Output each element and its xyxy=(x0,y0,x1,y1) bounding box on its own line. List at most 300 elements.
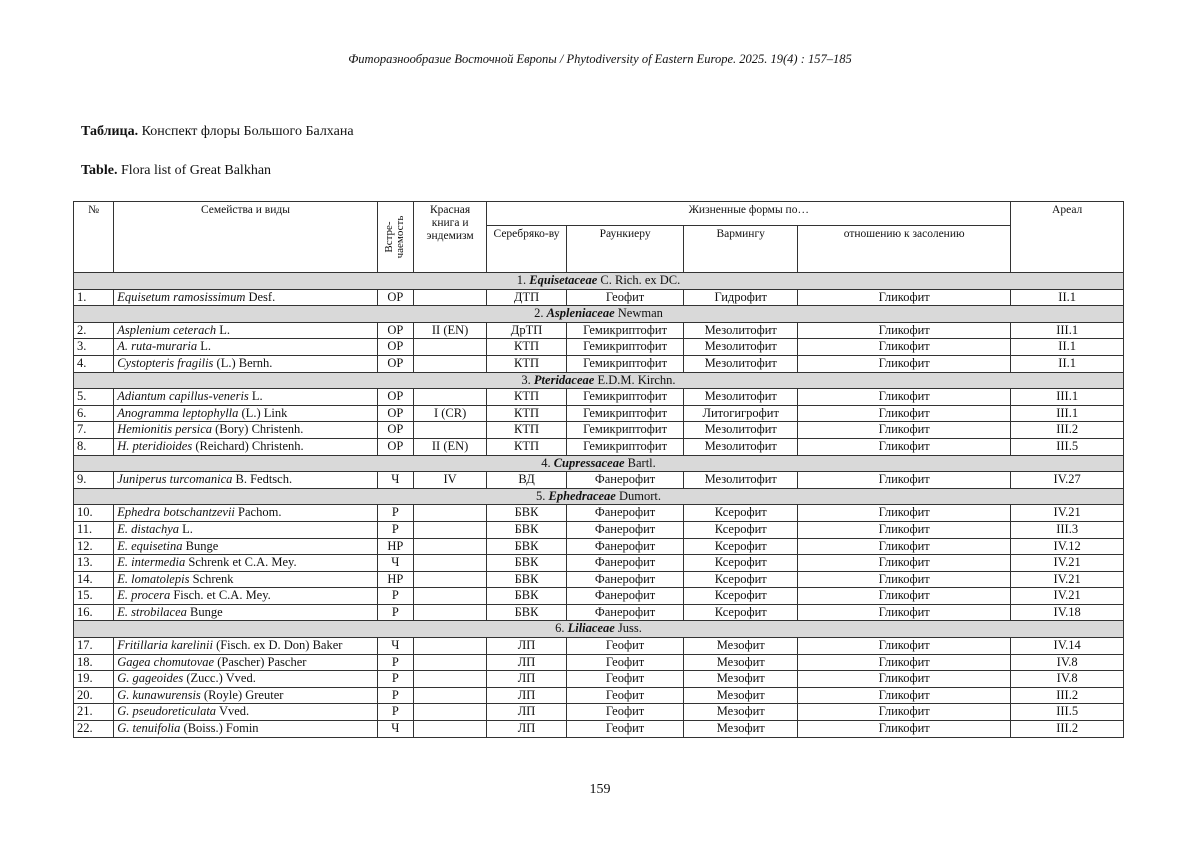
occurrence-cell: Ч xyxy=(377,472,413,489)
warming-cell: Мезолитофит xyxy=(684,438,798,455)
species-row xyxy=(74,604,1124,621)
raunkiaer-cell: Геофит xyxy=(566,704,684,721)
raunkiaer-cell: Гемикриптофит xyxy=(566,339,684,356)
header-row-1 xyxy=(74,202,1124,226)
salinity-cell: Гликофит xyxy=(798,405,1011,422)
species-num: 9. xyxy=(74,472,114,489)
family-num: 4. xyxy=(541,456,550,470)
family-row xyxy=(74,455,1124,472)
serebryakov-cell: ВД xyxy=(487,472,566,489)
family-name-text: Pteridaceae xyxy=(534,373,594,387)
species-author: Vved. xyxy=(216,704,249,718)
salinity-cell: Гликофит xyxy=(798,389,1011,406)
salinity-cell: Гликофит xyxy=(798,339,1011,356)
species-row xyxy=(74,438,1124,455)
species-name-cell xyxy=(114,538,377,555)
family-num: 3. xyxy=(521,373,530,387)
areal-cell: IV.21 xyxy=(1011,555,1124,572)
areal-cell: III.1 xyxy=(1011,389,1124,406)
species-name-cell xyxy=(114,389,377,406)
raunkiaer-cell: Гемикриптофит xyxy=(566,405,684,422)
warming-cell: Ксерофит xyxy=(684,521,798,538)
serebryakov-cell: ЛП xyxy=(487,671,566,688)
caption-ru-text: Конспект флоры Большого Балхана xyxy=(138,124,353,139)
family-author: Dumort. xyxy=(616,489,661,503)
family-name-text: Aspleniaceae xyxy=(547,306,615,320)
family-name xyxy=(568,621,615,635)
redbook-cell: II (EN) xyxy=(413,438,486,455)
species-num: 15. xyxy=(74,588,114,605)
family-name xyxy=(549,489,616,503)
running-head: Фиторазнообразие Восточной Европы / Phytodiversity of Eastern Europe. 2025. 19(4) : 157–185 xyxy=(0,52,1200,67)
occurrence-cell: P xyxy=(377,687,413,704)
family-name xyxy=(554,456,625,470)
species-name: G. pseudoreticulata xyxy=(117,704,216,718)
serebryakov-cell: ЛП xyxy=(487,721,566,738)
raunkiaer-cell: Фанерофит xyxy=(566,588,684,605)
warming-cell: Мезофит xyxy=(684,704,798,721)
occurrence-cell: P xyxy=(377,671,413,688)
raunkiaer-cell: Фанерофит xyxy=(566,472,684,489)
family-row xyxy=(74,372,1124,389)
species-num: 12. xyxy=(74,538,114,555)
species-author: (Boiss.) Fomin xyxy=(180,721,258,735)
redbook-cell xyxy=(413,505,486,522)
family-name-text: Equisetaceae xyxy=(529,273,597,287)
serebryakov-cell: КТП xyxy=(487,389,566,406)
serebryakov-cell: КТП xyxy=(487,405,566,422)
warming-cell: Мезофит xyxy=(684,687,798,704)
warming-cell: Мезолитофит xyxy=(684,322,798,339)
species-name: E. equisetina xyxy=(117,539,182,553)
species-num: 3. xyxy=(74,339,114,356)
species-num: 19. xyxy=(74,671,114,688)
family-num: 6. xyxy=(555,621,564,635)
areal-cell: III.1 xyxy=(1011,405,1124,422)
species-num: 22. xyxy=(74,721,114,738)
occurrence-cell: OP xyxy=(377,355,413,372)
header-warming: Вармингу xyxy=(684,226,798,273)
family-author: C. Rich. ex DC. xyxy=(597,273,680,287)
species-name: E. lomatolepis xyxy=(117,572,189,586)
family-author: Newman xyxy=(615,306,663,320)
areal-cell: IV.21 xyxy=(1011,571,1124,588)
species-row xyxy=(74,472,1124,489)
table-caption-ru xyxy=(81,124,354,140)
redbook-cell xyxy=(413,588,486,605)
species-row xyxy=(74,389,1124,406)
salinity-cell: Гликофит xyxy=(798,322,1011,339)
occurrence-cell: OP xyxy=(377,405,413,422)
species-name: Cystopteris fragilis xyxy=(117,356,213,370)
header-areal: Ареал xyxy=(1011,202,1124,273)
species-name-cell xyxy=(114,472,377,489)
areal-cell: III.1 xyxy=(1011,322,1124,339)
raunkiaer-cell: Геофит xyxy=(566,654,684,671)
species-num: 7. xyxy=(74,422,114,439)
family-name xyxy=(534,373,594,387)
family-row xyxy=(74,306,1124,323)
species-author: Desf. xyxy=(245,290,275,304)
species-name-cell xyxy=(114,671,377,688)
species-name: Adiantum capillus-veneris xyxy=(117,389,249,403)
species-row xyxy=(74,687,1124,704)
serebryakov-cell: КТП xyxy=(487,438,566,455)
species-name-cell xyxy=(114,638,377,655)
serebryakov-cell: КТП xyxy=(487,355,566,372)
species-name-cell xyxy=(114,355,377,372)
areal-cell: IV.18 xyxy=(1011,604,1124,621)
species-row xyxy=(74,339,1124,356)
occurrence-cell: P xyxy=(377,654,413,671)
species-row xyxy=(74,571,1124,588)
salinity-cell: Гликофит xyxy=(798,687,1011,704)
salinity-cell: Гликофит xyxy=(798,638,1011,655)
species-row xyxy=(74,521,1124,538)
family-num: 5. xyxy=(536,489,545,503)
raunkiaer-cell: Геофит xyxy=(566,687,684,704)
species-author: (Fisch. ex D. Don) Baker xyxy=(213,638,343,652)
family-cell xyxy=(74,306,1124,323)
salinity-cell: Гликофит xyxy=(798,289,1011,306)
species-author: (L.) Bernh. xyxy=(213,356,272,370)
warming-cell: Ксерофит xyxy=(684,555,798,572)
species-name: E. intermedia xyxy=(117,555,185,569)
occurrence-cell: P xyxy=(377,604,413,621)
redbook-cell xyxy=(413,555,486,572)
redbook-cell xyxy=(413,422,486,439)
areal-cell: II.1 xyxy=(1011,355,1124,372)
family-row xyxy=(74,621,1124,638)
redbook-cell xyxy=(413,521,486,538)
family-name-text: Cupressaceae xyxy=(554,456,625,470)
species-row xyxy=(74,555,1124,572)
species-author: (Reichard) Christenh. xyxy=(192,439,303,453)
species-name: E. strobilacea xyxy=(117,605,187,619)
salinity-cell: Гликофит xyxy=(798,721,1011,738)
species-name: G. tenuifolia xyxy=(117,721,180,735)
species-author: L. xyxy=(197,339,211,353)
raunkiaer-cell: Геофит xyxy=(566,671,684,688)
areal-cell: II.1 xyxy=(1011,289,1124,306)
salinity-cell: Гликофит xyxy=(798,521,1011,538)
species-row xyxy=(74,422,1124,439)
species-name: Asplenium ceterach xyxy=(117,323,216,337)
header-species: Семейства и виды xyxy=(114,202,377,273)
species-name-cell xyxy=(114,555,377,572)
occurrence-cell: P xyxy=(377,704,413,721)
redbook-cell: I (CR) xyxy=(413,405,486,422)
warming-cell: Мезолитофит xyxy=(684,472,798,489)
family-author: E.D.M. Kirchn. xyxy=(594,373,675,387)
species-author: L. xyxy=(216,323,230,337)
raunkiaer-cell: Гемикриптофит xyxy=(566,322,684,339)
species-name: Anogramma leptophylla xyxy=(117,406,238,420)
flora-table-body xyxy=(74,273,1124,738)
redbook-cell: II (EN) xyxy=(413,322,486,339)
species-name-cell xyxy=(114,405,377,422)
serebryakov-cell: ЛП xyxy=(487,704,566,721)
areal-cell: II.1 xyxy=(1011,339,1124,356)
raunkiaer-cell: Фанерофит xyxy=(566,505,684,522)
salinity-cell: Гликофит xyxy=(798,555,1011,572)
serebryakov-cell: БВК xyxy=(487,521,566,538)
species-name: Fritillaria karelinii xyxy=(117,638,213,652)
species-name-cell xyxy=(114,588,377,605)
species-num: 4. xyxy=(74,355,114,372)
family-cell xyxy=(74,372,1124,389)
species-author: Schrenk et C.A. Mey. xyxy=(185,555,296,569)
redbook-cell xyxy=(413,638,486,655)
redbook-cell xyxy=(413,654,486,671)
species-name: G. gageoides xyxy=(117,671,183,685)
species-author: L. xyxy=(179,522,193,536)
raunkiaer-cell: Гемикриптофит xyxy=(566,389,684,406)
salinity-cell: Гликофит xyxy=(798,654,1011,671)
salinity-cell: Гликофит xyxy=(798,604,1011,621)
areal-cell: III.2 xyxy=(1011,422,1124,439)
family-num: 2. xyxy=(534,306,543,320)
species-name-cell xyxy=(114,422,377,439)
salinity-cell: Гликофит xyxy=(798,671,1011,688)
areal-cell: III.2 xyxy=(1011,721,1124,738)
raunkiaer-cell: Геофит xyxy=(566,638,684,655)
redbook-cell xyxy=(413,289,486,306)
occurrence-cell: OP xyxy=(377,289,413,306)
header-redbook: Красная книга и эндемизм xyxy=(413,202,486,273)
warming-cell: Ксерофит xyxy=(684,588,798,605)
salinity-cell: Гликофит xyxy=(798,472,1011,489)
occurrence-cell: OP xyxy=(377,389,413,406)
areal-cell: IV.14 xyxy=(1011,638,1124,655)
header-occurrence-text: Встре- чаемость xyxy=(384,216,406,259)
family-row xyxy=(74,273,1124,290)
warming-cell: Мезолитофит xyxy=(684,355,798,372)
warming-cell: Мезофит xyxy=(684,654,798,671)
serebryakov-cell: БВК xyxy=(487,505,566,522)
header-raunkiaer: Раункиеру xyxy=(566,226,684,273)
redbook-cell: IV xyxy=(413,472,486,489)
header-num: № xyxy=(74,202,114,273)
occurrence-cell: Ч xyxy=(377,721,413,738)
occurrence-cell: OP xyxy=(377,339,413,356)
occurrence-cell: Ч xyxy=(377,555,413,572)
species-name-cell xyxy=(114,289,377,306)
raunkiaer-cell: Гемикриптофит xyxy=(566,438,684,455)
species-author: B. Fedtsch. xyxy=(232,472,292,486)
species-name: E. distachya xyxy=(117,522,179,536)
species-name-cell xyxy=(114,721,377,738)
species-num: 18. xyxy=(74,654,114,671)
species-name: Equisetum ramosissimum xyxy=(117,290,245,304)
species-row xyxy=(74,289,1124,306)
salinity-cell: Гликофит xyxy=(798,355,1011,372)
species-author: (Bory) Christenh. xyxy=(212,422,303,436)
caption-ru-label: Таблица. xyxy=(81,124,138,139)
species-name-cell xyxy=(114,339,377,356)
table-caption-en xyxy=(81,163,271,179)
caption-en-label: Table. xyxy=(81,163,117,178)
redbook-cell xyxy=(413,339,486,356)
serebryakov-cell: БВК xyxy=(487,588,566,605)
species-author: Pachom. xyxy=(235,505,282,519)
salinity-cell: Гликофит xyxy=(798,588,1011,605)
species-row xyxy=(74,654,1124,671)
warming-cell: Мезолитофит xyxy=(684,339,798,356)
flora-table xyxy=(73,201,1124,738)
species-row xyxy=(74,322,1124,339)
redbook-cell xyxy=(413,704,486,721)
species-num: 20. xyxy=(74,687,114,704)
warming-cell: Ксерофит xyxy=(684,505,798,522)
species-num: 2. xyxy=(74,322,114,339)
species-author: (Pascher) Pascher xyxy=(214,655,306,669)
species-row xyxy=(74,588,1124,605)
species-row xyxy=(74,638,1124,655)
header-salinity: отношению к засолению xyxy=(798,226,1011,273)
occurrence-cell: OP xyxy=(377,422,413,439)
family-row xyxy=(74,488,1124,505)
occurrence-cell: OP xyxy=(377,322,413,339)
serebryakov-cell: ДрТП xyxy=(487,322,566,339)
species-author: L. xyxy=(249,389,263,403)
occurrence-cell: P xyxy=(377,505,413,522)
warming-cell: Ксерофит xyxy=(684,538,798,555)
serebryakov-cell: БВК xyxy=(487,555,566,572)
family-name-text: Liliaceae xyxy=(568,621,615,635)
species-row xyxy=(74,505,1124,522)
salinity-cell: Гликофит xyxy=(798,538,1011,555)
serebryakov-cell: БВК xyxy=(487,604,566,621)
occurrence-cell: Ч xyxy=(377,638,413,655)
species-author: Fisch. et C.A. Mey. xyxy=(170,588,271,602)
redbook-cell xyxy=(413,571,486,588)
serebryakov-cell: БВК xyxy=(487,538,566,555)
redbook-cell xyxy=(413,389,486,406)
species-num: 13. xyxy=(74,555,114,572)
page-number: 159 xyxy=(0,782,1200,798)
warming-cell: Ксерофит xyxy=(684,604,798,621)
species-num: 11. xyxy=(74,521,114,538)
salinity-cell: Гликофит xyxy=(798,571,1011,588)
species-row xyxy=(74,704,1124,721)
family-cell xyxy=(74,488,1124,505)
species-name: G. kunawurensis xyxy=(117,688,201,702)
species-num: 21. xyxy=(74,704,114,721)
areal-cell: IV.12 xyxy=(1011,538,1124,555)
salinity-cell: Гликофит xyxy=(798,422,1011,439)
warming-cell: Литогигрофит xyxy=(684,405,798,422)
species-row xyxy=(74,721,1124,738)
areal-cell: III.3 xyxy=(1011,521,1124,538)
family-cell xyxy=(74,273,1124,290)
species-name: A. ruta-muraria xyxy=(117,339,197,353)
species-name-cell xyxy=(114,322,377,339)
salinity-cell: Гликофит xyxy=(798,505,1011,522)
occurrence-cell: P xyxy=(377,521,413,538)
redbook-cell xyxy=(413,687,486,704)
salinity-cell: Гликофит xyxy=(798,438,1011,455)
species-num: 8. xyxy=(74,438,114,455)
species-num: 14. xyxy=(74,571,114,588)
species-num: 16. xyxy=(74,604,114,621)
serebryakov-cell: БВК xyxy=(487,571,566,588)
warming-cell: Мезолитофит xyxy=(684,422,798,439)
family-author: Bartl. xyxy=(625,456,656,470)
warming-cell: Мезолитофит xyxy=(684,389,798,406)
species-name-cell xyxy=(114,571,377,588)
redbook-cell xyxy=(413,355,486,372)
family-name xyxy=(547,306,615,320)
raunkiaer-cell: Фанерофит xyxy=(566,555,684,572)
species-num: 1. xyxy=(74,289,114,306)
species-name: Hemionitis persica xyxy=(117,422,212,436)
areal-cell: III.5 xyxy=(1011,438,1124,455)
header-life-forms: Жизненные формы по… xyxy=(487,202,1011,226)
warming-cell: Мезофит xyxy=(684,638,798,655)
species-name-cell xyxy=(114,687,377,704)
redbook-cell xyxy=(413,604,486,621)
raunkiaer-cell: Геофит xyxy=(566,289,684,306)
areal-cell: IV.8 xyxy=(1011,654,1124,671)
family-cell xyxy=(74,455,1124,472)
occurrence-cell: HP xyxy=(377,538,413,555)
species-name-cell xyxy=(114,521,377,538)
family-name-text: Ephedraceae xyxy=(549,489,616,503)
serebryakov-cell: ЛП xyxy=(487,638,566,655)
redbook-cell xyxy=(413,721,486,738)
redbook-cell xyxy=(413,538,486,555)
species-author: (Zucc.) Vved. xyxy=(183,671,256,685)
species-name: Juniperus turcomanica xyxy=(117,472,232,486)
serebryakov-cell: ЛП xyxy=(487,654,566,671)
areal-cell: III.5 xyxy=(1011,704,1124,721)
areal-cell: III.2 xyxy=(1011,687,1124,704)
raunkiaer-cell: Фанерофит xyxy=(566,521,684,538)
areal-cell: IV.27 xyxy=(1011,472,1124,489)
species-author: (L.) Link xyxy=(238,406,287,420)
serebryakov-cell: КТП xyxy=(487,339,566,356)
species-name: E. procera xyxy=(117,588,170,602)
family-author: Juss. xyxy=(615,621,642,635)
family-num: 1. xyxy=(517,273,526,287)
family-name xyxy=(529,273,597,287)
caption-en-text: Flora list of Great Balkhan xyxy=(117,163,271,178)
species-num: 6. xyxy=(74,405,114,422)
header-occurrence xyxy=(377,202,413,273)
species-name-cell xyxy=(114,604,377,621)
warming-cell: Мезофит xyxy=(684,721,798,738)
header-serebryakov: Серебряко-ву xyxy=(487,226,566,273)
species-row xyxy=(74,355,1124,372)
species-num: 17. xyxy=(74,638,114,655)
species-num: 10. xyxy=(74,505,114,522)
areal-cell: IV.8 xyxy=(1011,671,1124,688)
raunkiaer-cell: Фанерофит xyxy=(566,571,684,588)
serebryakov-cell: КТП xyxy=(487,422,566,439)
redbook-cell xyxy=(413,671,486,688)
species-name-cell xyxy=(114,505,377,522)
species-row xyxy=(74,671,1124,688)
species-name: Ephedra botschantzevii xyxy=(117,505,235,519)
occurrence-cell: OP xyxy=(377,438,413,455)
species-author: Bunge xyxy=(182,539,218,553)
species-author: (Royle) Greuter xyxy=(201,688,284,702)
species-name-cell xyxy=(114,704,377,721)
warming-cell: Мезофит xyxy=(684,671,798,688)
raunkiaer-cell: Фанерофит xyxy=(566,538,684,555)
species-author: Bunge xyxy=(187,605,223,619)
